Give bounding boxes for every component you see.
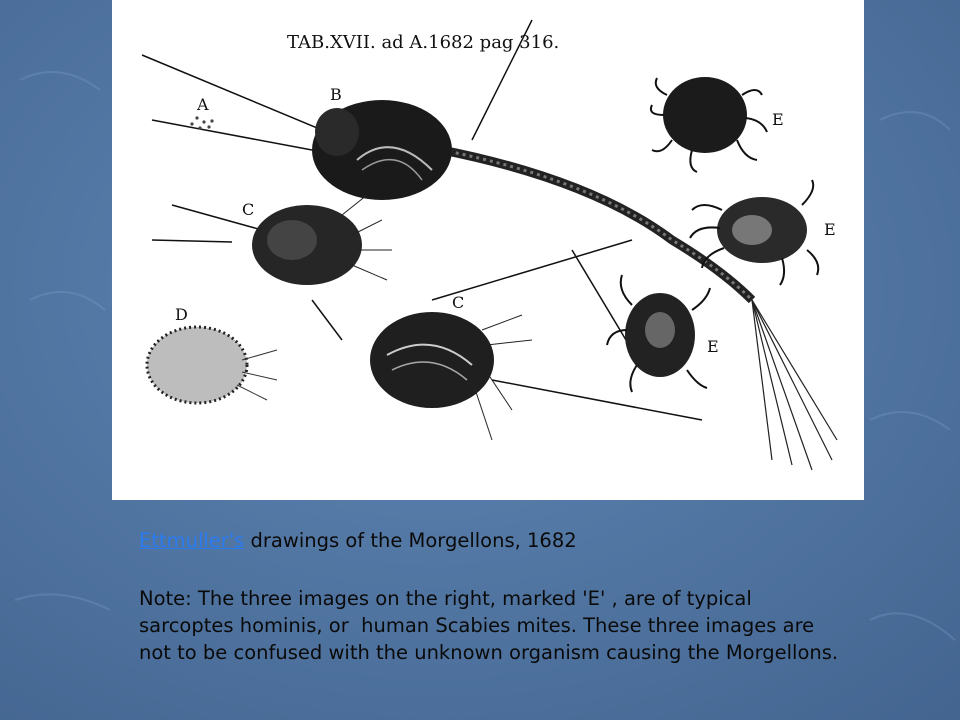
mite-e-top xyxy=(651,77,767,172)
organism-b xyxy=(312,100,452,200)
figure-caption xyxy=(139,527,839,554)
svg-text:C: C xyxy=(452,293,465,312)
illustration-plate xyxy=(112,0,864,500)
svg-text:E: E xyxy=(707,337,719,356)
svg-text:E: E xyxy=(824,220,836,239)
ettmuller-link[interactable]: Ettmuller's xyxy=(139,529,245,552)
svg-text:A: A xyxy=(197,95,209,114)
svg-text:B: B xyxy=(330,85,342,104)
organism-c-center xyxy=(370,312,532,440)
svg-text:D: D xyxy=(175,305,188,324)
morgellons-drawing xyxy=(112,0,864,500)
svg-text:E: E xyxy=(772,110,784,129)
organism-d xyxy=(147,327,277,403)
organism-c-left xyxy=(252,195,392,285)
plate-header: TAB.XVII. ad A.1682 pag 316. xyxy=(287,32,560,53)
svg-text:C: C xyxy=(242,200,255,219)
caption-text: drawings of the Morgellons, 1682 xyxy=(244,529,577,552)
note-paragraph: Note: The three images on the right, marked 'E' , are of typical sarcoptes hominis, or human Scabies mites. These three images are not to be confused with the unknown organism causing the Morgellons. xyxy=(139,587,839,664)
